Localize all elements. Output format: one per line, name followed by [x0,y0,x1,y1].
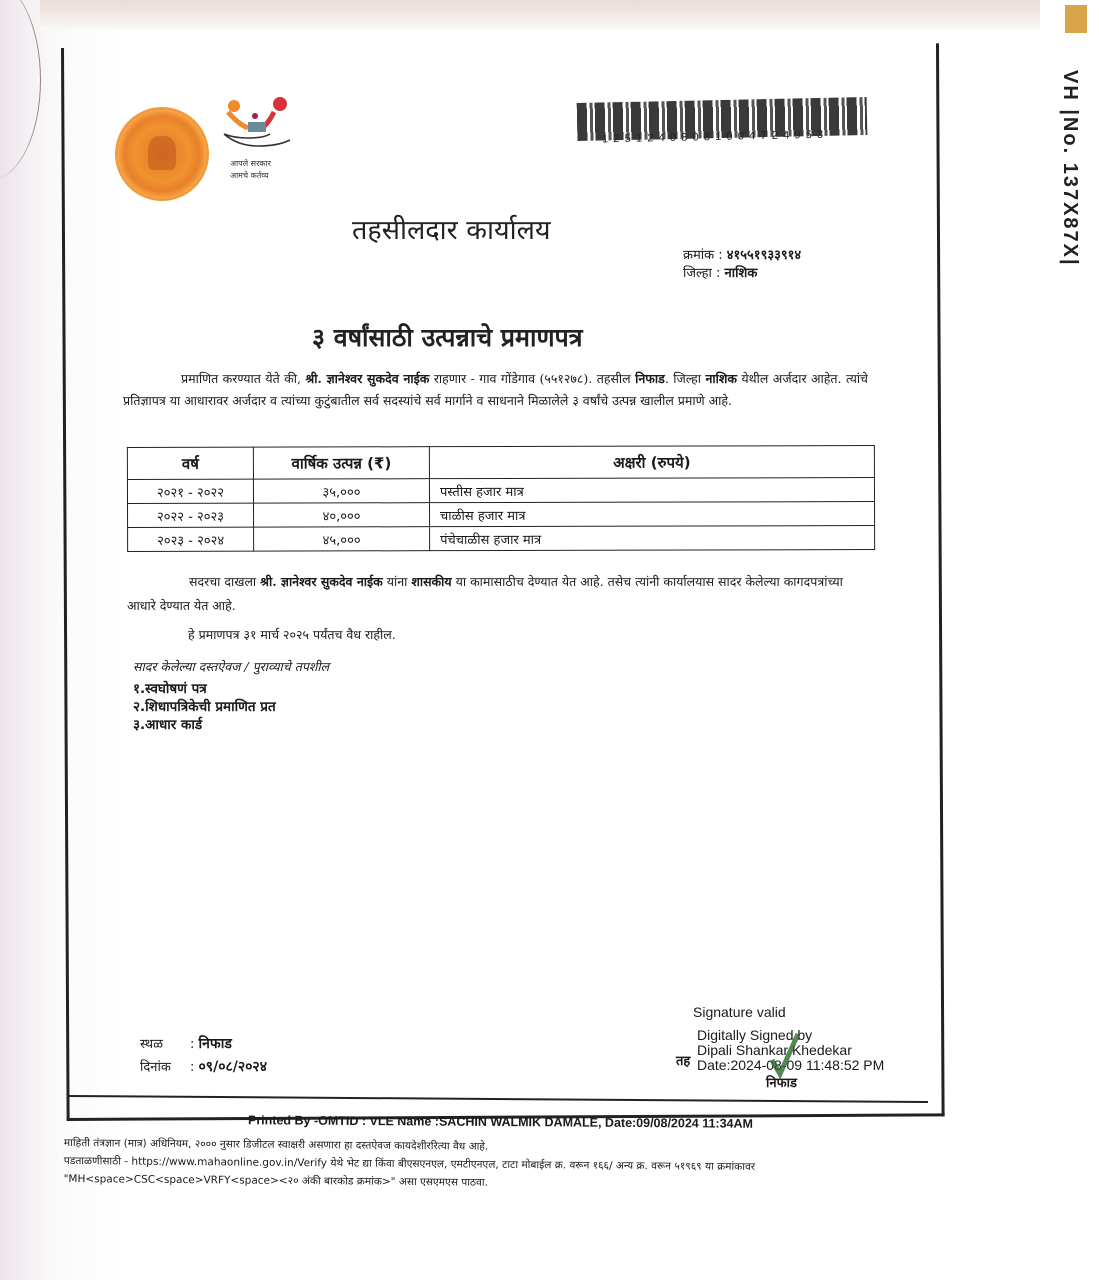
verification-footer [64,1134,1024,1196]
taluka-name: निफाड [635,371,665,386]
amount-cell: ३५,००० [253,479,429,503]
date-value: ०९/०८/२०२४ [198,1059,267,1075]
words-cell: पस्तीस हजार मात्र [429,478,874,503]
amount-cell: ४०,००० [254,503,430,527]
serial-label: क्रमांक [683,248,715,263]
signature-valid-text: Signature valid [693,1004,786,1020]
purpose-paragraph [127,570,857,618]
footer-line: माहिती तंत्रज्ञान (मात्र) अधिनियम, २००० नुसार डिजीटल स्वाक्षरी असणारा हा दस्तऐवज कायदेशीररित्या वैध आहे. [63,1136,489,1153]
validity-statement: हे प्रमाणपत्र ३१ मार्च २०२५ पर्यंतच वैध राहील. [188,627,396,642]
tape-mark [1065,5,1087,33]
amount-cell: ४५,००० [254,527,430,551]
certificate-meta: क्रमांक : ४१५५१९३३९१४ जिल्हा : नाशिक [683,248,802,281]
logo-tagline-2: आमचे कर्तव्य [230,171,269,180]
signer-name: Dipali Shankar Khedekar [697,1042,852,1058]
certificate-title: ३ वर्षांसाठी उत्पन्नाचे प्रमाणपत्र [312,323,583,352]
documents-heading: सादर केलेल्या दस्तऐवज / पुराव्याचे तपशील [133,659,330,674]
applicant-name: श्री. ज्ञानेश्वर सुकदेव नाईक [305,371,430,386]
footer-line: "MH<space>CSC<space>VRFY<space><२० अंकी बारकोड क्रमांक>" असा एसएमएस पाठवा. [63,1172,489,1189]
certificate-body [123,368,868,412]
header-annual-income: वार्षिक उत्पन्न (₹) [253,447,429,479]
district-label: जिल्हा [683,266,712,281]
table-header-row [127,446,874,480]
aaple-sarkar-logo [218,94,298,194]
purpose-word: शासकीय [411,574,452,589]
place-date-block: स्थळ : निफाड दिनांक : ०९/०८/२०२४ [140,1033,267,1079]
signature-place: निफाड [766,1075,797,1090]
body-text: येथील अर्जदार आहेत. त्यांचे प्रतिज्ञापत्र या आधारावर अर्जदार व त्यांच्या कुटुंबातील सर्व सदस्यांचे सर्व मार्गाने व साधनाने मिळालेले ३ वर्षांचे उत्पन्न खालील प्रमाणे आहे. [123,371,868,408]
table-row [128,526,875,552]
body-text: राहणार - गाव गोंडेगाव (५५१२७८). तहसील [429,371,636,386]
serial-value: ४१५५१९३३९१४ [726,248,802,263]
maharashtra-seal-icon [118,110,206,198]
body-text: . जिल्हा [664,371,706,386]
body-text: सदरचा दाखला [189,574,261,589]
document-item: १.स्वघोषणं पत्र [133,681,207,697]
logo-tagline-1: आपले सरकार [230,159,271,168]
header-in-words: अक्षरी (रुपये) [429,446,874,479]
applicant-name: श्री. ज्ञानेश्वर सुकदेव नाईक [260,574,383,589]
income-table [127,445,875,552]
words-cell: चाळीस हजार मात्र [430,502,875,527]
documents-list [133,680,276,734]
printed-by-line: Printed By -OMTID : VLE Name :SACHIN WALMIK DAMALE, Date:09/08/2024 11:34AM [247,1113,754,1131]
paper-top-edge [40,0,1040,30]
footer-line: पडताळणीसाठी - https://www.mahaonline.gov.in/Verify येथे भेट द्या किंवा बीएसएनएल, एमटीएनएल, टाटा मोबाईल क्र. वरून १६६/ अन्य क्र. वरून ५१९६९ या क्रमांकावर [63,1154,756,1174]
year-cell: २०२३ - २०२४ [128,527,254,551]
place-value: निफाड [198,1036,232,1052]
body-text: प्रमाणित करण्यात येते की, [181,371,306,386]
district-name: नाशिक [705,371,737,386]
office-title: तहसीलदार कार्यालय [352,215,551,246]
signature-date: Date:2024-08-09 11:48:52 PM [697,1057,885,1073]
district-value: नाशिक [724,266,758,281]
date-label: दिनांक [140,1060,171,1075]
designation-prefix: तह [676,1053,691,1068]
table-row [127,478,874,504]
year-cell: २०२१ - २०२२ [127,479,253,503]
aaple-sarkar-logo-icon [218,94,298,158]
body-text: यांना [382,574,412,589]
signature-check-icon [770,1030,800,1080]
side-handwritten-number: VH |No. 137X87X| [1059,70,1081,267]
words-cell: पंचेचाळीस हजार मात्र [430,526,875,551]
signed-by-text: Digitally Signed by [697,1027,813,1043]
document-item: २.शिधापत्रिकेची प्रमाणित प्रत [133,699,276,715]
document-item: ३.आधार कार्ड [133,717,203,733]
year-cell: २०२२ - २०२३ [128,503,254,527]
header-year: वर्ष [127,447,253,479]
table-row [128,502,875,528]
barcode-number: 12512408081004724953 [601,128,829,146]
body-text: या कामासाठीच देण्यात येत आहे. तसेच त्यांनी कार्यालयास सादर केलेल्या कागदपत्रांच्या आधारे देण्यात येत आहे. [127,574,843,613]
place-label: स्थळ [140,1037,163,1052]
